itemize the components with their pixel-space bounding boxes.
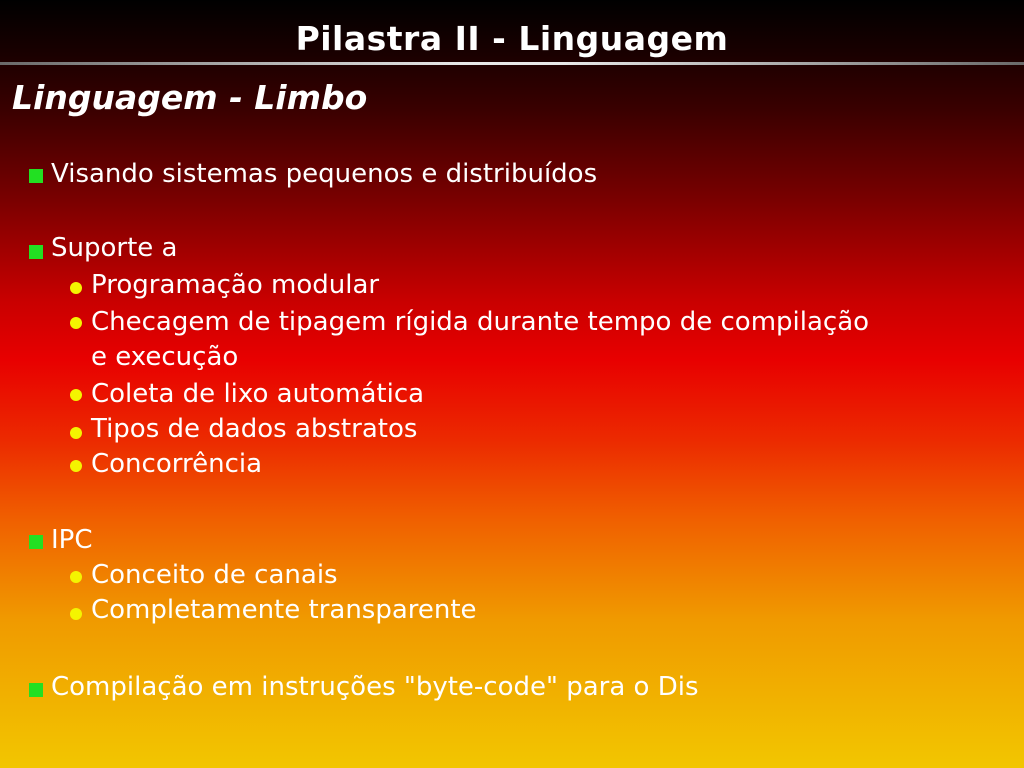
sub-bullet-item: Programação modular: [91, 270, 380, 300]
round-bullet-icon: [70, 608, 82, 620]
round-bullet-icon: [70, 571, 82, 583]
square-bullet-icon: [29, 535, 43, 549]
slide-subtitle: Linguagem - Limbo: [12, 78, 368, 117]
title-divider: [0, 62, 1024, 65]
round-bullet-icon: [70, 460, 82, 472]
round-bullet-icon: [70, 317, 82, 329]
bullet-item: IPC: [51, 525, 93, 555]
bullet-item: Suporte a: [51, 233, 178, 263]
sub-bullet-item: Coleta de lixo automática: [91, 379, 425, 409]
sub-bullet-item: Conceito de canais: [91, 560, 338, 590]
round-bullet-icon: [70, 427, 82, 439]
slide-title: Pilastra II - Linguagem: [295, 19, 729, 58]
bullet-item: Visando sistemas pequenos e distribuídos: [51, 159, 598, 189]
round-bullet-icon: [70, 282, 82, 294]
bullet-item: Compilação em instruções "byte-code" para o Dis: [51, 672, 699, 702]
sub-bullet-item: Checagem de tipagem rígida durante tempo de compilação: [91, 307, 870, 337]
square-bullet-icon: [29, 245, 43, 259]
round-bullet-icon: [70, 389, 82, 401]
sub-bullet-item: Concorrência: [91, 449, 263, 479]
sub-bullet-item: Completamente transparente: [91, 595, 477, 625]
sub-bullet-item: Tipos de dados abstratos: [91, 414, 418, 444]
sub-bullet-item-continuation: e execução: [91, 342, 239, 372]
square-bullet-icon: [29, 169, 43, 183]
square-bullet-icon: [29, 683, 43, 697]
